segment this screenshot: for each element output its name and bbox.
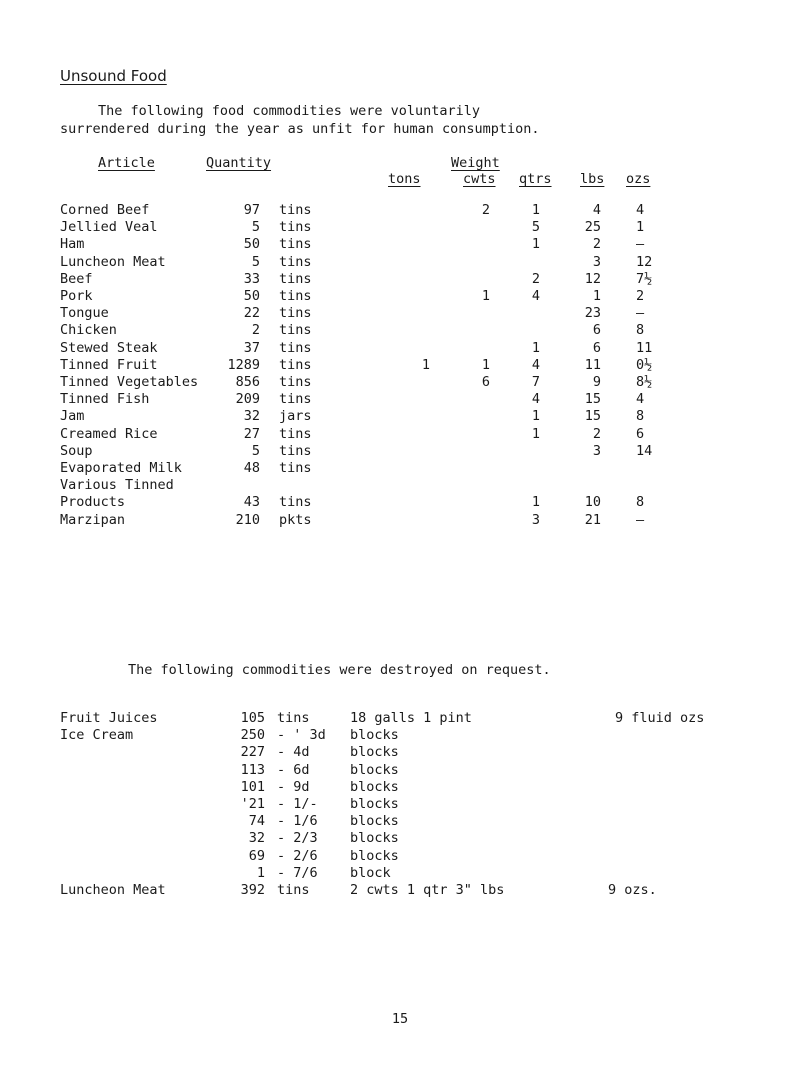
article-name: Pork <box>60 288 93 304</box>
quantity-unit: tins <box>279 426 312 442</box>
quantity-unit: tins <box>279 357 312 373</box>
quantity-unit: tins <box>279 202 312 218</box>
lbs-value: 11 <box>584 357 601 373</box>
header-tons: tons <box>388 171 421 187</box>
destroyed-detail: blocks <box>350 779 399 795</box>
article-name: Tinned Vegetables <box>60 374 199 390</box>
article-name: Stewed Steak <box>60 340 158 356</box>
quantity-unit: tins <box>279 236 312 252</box>
destroyed-desc: - 2/6 <box>277 848 318 864</box>
quantity-unit: tins <box>279 288 312 304</box>
destroyed-desc: - 2/3 <box>277 830 318 846</box>
lbs-value: 6 <box>592 340 601 356</box>
destroyed-qty: 250 <box>240 727 265 743</box>
destroyed-extra: 9 ozs. <box>608 882 657 898</box>
destroyed-qty: 32 <box>248 830 265 846</box>
destroyed-desc: - 7/6 <box>277 865 318 881</box>
ozs-value: 4 <box>636 391 645 407</box>
article-name: Ham <box>60 236 85 252</box>
ozs-value: – <box>636 512 645 528</box>
quantity-value: 27 <box>243 426 260 442</box>
destroyed-desc: - 6d <box>277 762 310 778</box>
ozs-value: 12 <box>636 254 653 270</box>
article-name: Tongue <box>60 305 109 321</box>
destroyed-qty: 74 <box>248 813 265 829</box>
qtrs-value: 1 <box>531 408 540 424</box>
ozs-value: 8 <box>636 408 645 424</box>
destroyed-detail: 2 cwts 1 qtr 3" lbs <box>350 882 505 898</box>
destroyed-qty: 69 <box>248 848 265 864</box>
quantity-unit: jars <box>279 408 312 424</box>
quantity-unit: tins <box>279 254 312 270</box>
quantity-unit: tins <box>279 305 312 321</box>
header-cwts: cwts <box>463 171 496 187</box>
ozs-value: 0½ <box>636 357 653 373</box>
article-name: Evaporated Milk <box>60 460 182 476</box>
quantity-value: 33 <box>243 271 260 287</box>
article-name: Marzipan <box>60 512 126 528</box>
destroyed-detail: blocks <box>350 744 399 760</box>
ozs-value: 8 <box>636 494 645 510</box>
destroyed-detail: blocks <box>350 762 399 778</box>
destroyed-qty: 105 <box>240 710 265 726</box>
destroyed-detail: blocks <box>350 848 399 864</box>
destroyed-extra: 9 fluid ozs <box>615 710 705 726</box>
qtrs-value: 1 <box>531 236 540 252</box>
lbs-value: 1 <box>592 288 601 304</box>
qtrs-value: 4 <box>531 288 540 304</box>
destroyed-detail: blocks <box>350 796 399 812</box>
destroyed-desc: tins <box>277 710 310 726</box>
destroyed-article: Ice Cream <box>60 727 134 743</box>
lbs-value: 2 <box>592 236 601 252</box>
ozs-value: 2 <box>636 288 645 304</box>
lbs-value: 3 <box>592 443 601 459</box>
ozs-value: 6 <box>636 426 645 442</box>
quantity-value: 5 <box>251 219 260 235</box>
qtrs-value: 1 <box>531 202 540 218</box>
ozs-value: 7½ <box>636 271 653 287</box>
quantity-unit: tins <box>279 391 312 407</box>
ozs-value: 4 <box>636 202 645 218</box>
destroyed-qty: 101 <box>240 779 265 795</box>
cwts-value: 2 <box>481 202 490 218</box>
destroyed-desc: tins <box>277 882 310 898</box>
cwts-value: 1 <box>481 357 490 373</box>
article-name: Jellied Veal <box>60 219 158 235</box>
quantity-unit: tins <box>279 219 312 235</box>
quantity-value: 50 <box>243 236 260 252</box>
destroyed-detail: 18 galls 1 pint <box>350 710 472 726</box>
article-name: Tinned Fruit <box>60 357 158 373</box>
qtrs-value: 1 <box>531 340 540 356</box>
article-name: Corned Beef <box>60 202 150 218</box>
destroyed-article: Luncheon Meat <box>60 882 166 898</box>
ozs-value: 8 <box>636 322 645 338</box>
intro-line-2: surrendered during the year as unfit for human consumption. <box>60 121 540 137</box>
destroyed-detail: blocks <box>350 830 399 846</box>
destroyed-intro: The following commodities were destroyed on request. <box>128 662 551 678</box>
lbs-value: 15 <box>584 408 601 424</box>
quantity-value: 2 <box>251 322 260 338</box>
article-name: Luncheon Meat <box>60 254 166 270</box>
lbs-value: 4 <box>592 202 601 218</box>
quantity-unit: tins <box>279 374 312 390</box>
quantity-value: 32 <box>243 408 260 424</box>
ozs-value: – <box>636 305 645 321</box>
destroyed-detail: block <box>350 865 391 881</box>
qtrs-value: 4 <box>531 391 540 407</box>
article-name: Jam <box>60 408 85 424</box>
ozs-value: 1 <box>636 219 645 235</box>
page-number: 15 <box>391 1011 409 1027</box>
qtrs-value: 2 <box>531 271 540 287</box>
intro-line-1: The following food commodities were voluntarily <box>98 103 481 119</box>
destroyed-desc: - ' 3d <box>277 727 326 743</box>
article-name: Tinned Fish <box>60 391 150 407</box>
lbs-value: 21 <box>584 512 601 528</box>
destroyed-detail: blocks <box>350 727 399 743</box>
header-article: Article <box>98 155 155 171</box>
destroyed-detail: blocks <box>350 813 399 829</box>
quantity-value: 37 <box>243 340 260 356</box>
quantity-value: 48 <box>243 460 260 476</box>
quantity-unit: pkts <box>279 512 312 528</box>
destroyed-qty: '21 <box>240 796 265 812</box>
quantity-value: 50 <box>243 288 260 304</box>
quantity-unit: tins <box>279 271 312 287</box>
header-ozs: ozs <box>626 171 651 187</box>
destroyed-desc: - 9d <box>277 779 310 795</box>
lbs-value: 15 <box>584 391 601 407</box>
cwts-value: 1 <box>481 288 490 304</box>
destroyed-qty: 113 <box>240 762 265 778</box>
quantity-value: 5 <box>251 254 260 270</box>
article-name: Soup <box>60 443 93 459</box>
lbs-value: 3 <box>592 254 601 270</box>
destroyed-qty: 227 <box>240 744 265 760</box>
quantity-value: 209 <box>235 391 260 407</box>
header-quantity: Quantity <box>206 155 272 171</box>
article-name: Creamed Rice <box>60 426 158 442</box>
destroyed-qty: 392 <box>240 882 265 898</box>
quantity-unit: tins <box>279 322 312 338</box>
destroyed-desc: - 1/6 <box>277 813 318 829</box>
quantity-value: 1289 <box>227 357 260 373</box>
destroyed-qty: 1 <box>256 865 265 881</box>
ozs-value: – <box>636 236 645 252</box>
article-name: Various Tinned <box>60 477 174 493</box>
qtrs-value: 3 <box>531 512 540 528</box>
quantity-value: 97 <box>243 202 260 218</box>
quantity-value: 210 <box>235 512 260 528</box>
article-name: Beef <box>60 271 93 287</box>
quantity-unit: tins <box>279 443 312 459</box>
ozs-value: 14 <box>636 443 653 459</box>
lbs-value: 12 <box>584 271 601 287</box>
destroyed-desc: - 1/- <box>277 796 318 812</box>
lbs-value: 10 <box>584 494 601 510</box>
tons-value: 1 <box>421 357 430 373</box>
header-lbs: lbs <box>580 171 605 187</box>
quantity-value: 43 <box>243 494 260 510</box>
header-qtrs: qtrs <box>519 171 552 187</box>
lbs-value: 9 <box>592 374 601 390</box>
ozs-value: 8½ <box>636 374 653 390</box>
section-title: Unsound Food <box>60 67 167 85</box>
lbs-value: 25 <box>584 219 601 235</box>
header-weight: Weight <box>451 155 500 171</box>
quantity-value: 856 <box>235 374 260 390</box>
quantity-unit: tins <box>279 340 312 356</box>
quantity-unit: tins <box>279 494 312 510</box>
article-name: Chicken <box>60 322 117 338</box>
destroyed-desc: - 4d <box>277 744 310 760</box>
lbs-value: 2 <box>592 426 601 442</box>
article-name: Products <box>60 494 126 510</box>
ozs-value: 11 <box>636 340 653 356</box>
qtrs-value: 1 <box>531 426 540 442</box>
cwts-value: 6 <box>481 374 490 390</box>
quantity-unit: tins <box>279 460 312 476</box>
qtrs-value: 1 <box>531 494 540 510</box>
qtrs-value: 4 <box>531 357 540 373</box>
qtrs-value: 5 <box>531 219 540 235</box>
quantity-value: 5 <box>251 443 260 459</box>
quantity-value: 22 <box>243 305 260 321</box>
destroyed-article: Fruit Juices <box>60 710 158 726</box>
qtrs-value: 7 <box>531 374 540 390</box>
lbs-value: 6 <box>592 322 601 338</box>
lbs-value: 23 <box>584 305 601 321</box>
